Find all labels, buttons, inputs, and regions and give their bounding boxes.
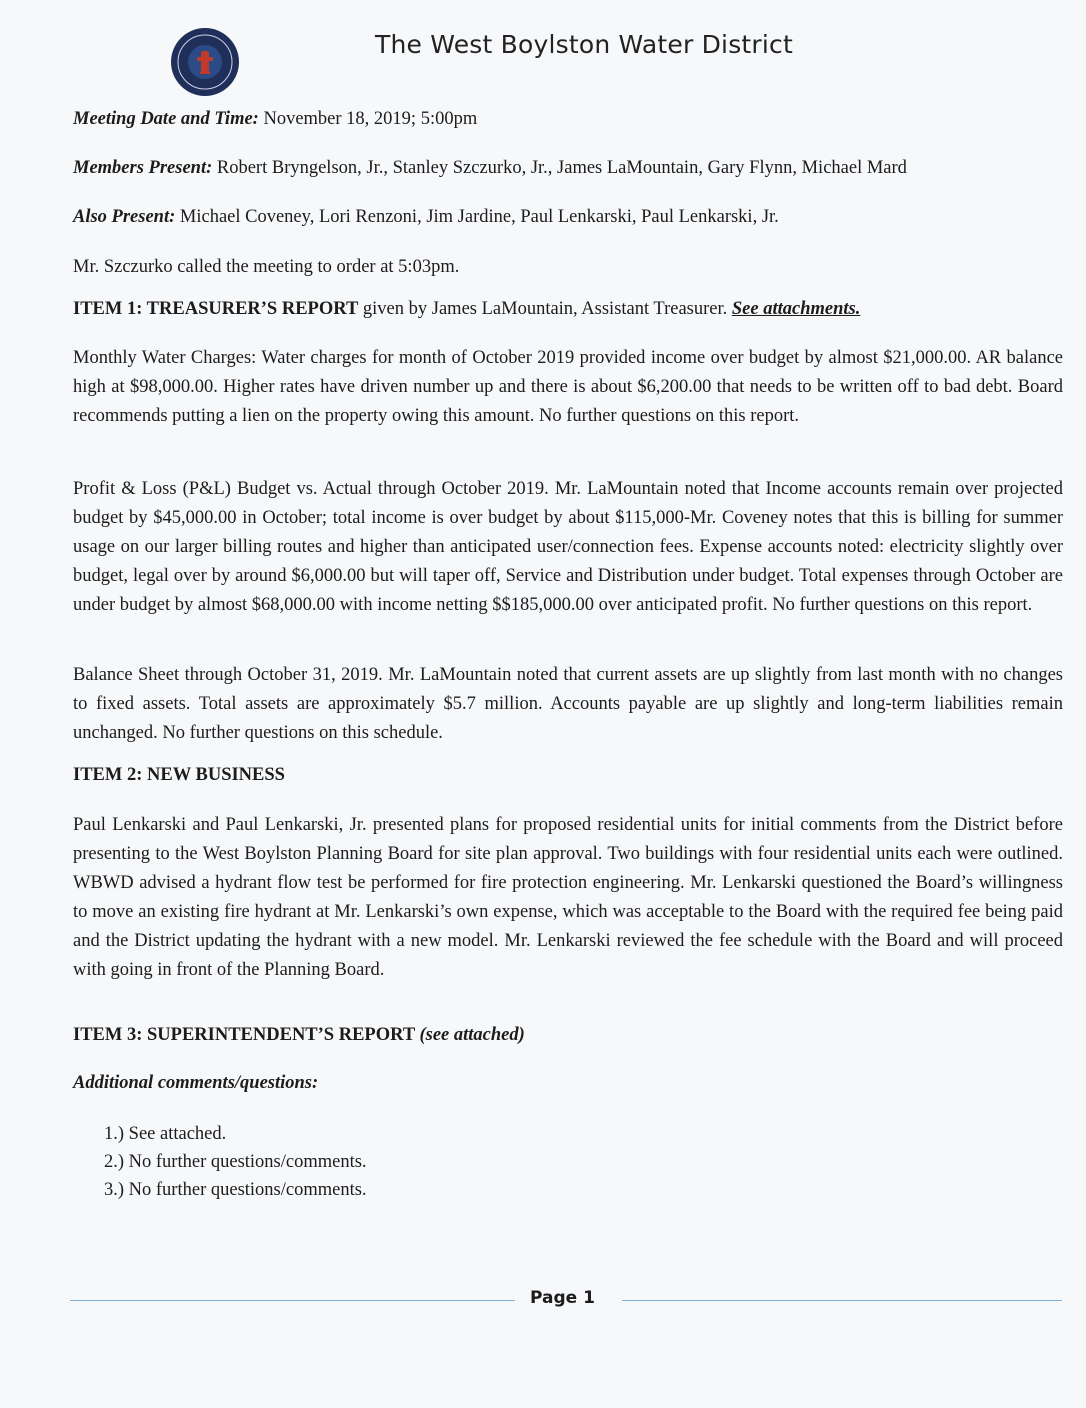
meeting-date-value: November 18, 2019; 5:00pm	[263, 109, 478, 129]
item3-heading-line	[73, 1025, 525, 1046]
call-to-order: Mr. Szczurko called the meeting to order at 5:03pm.	[73, 257, 460, 277]
item3-note: (see attached)	[419, 1025, 525, 1045]
members-present-line	[73, 154, 907, 182]
members-present-value: Robert Bryngelson, Jr., Stanley Szczurko, Jr., James LaMountain, Gary Flynn, Michael Mard	[216, 158, 907, 178]
item1-attachments-link[interactable]: See attachments.	[731, 299, 861, 319]
additional-comments-heading: Additional comments/questions:	[73, 1073, 319, 1093]
item1-heading: ITEM 1: TREASURER’S REPORT	[73, 299, 359, 319]
comments-list	[104, 1120, 367, 1204]
item1-paragraph-balance-sheet: Balance Sheet through October 31, 2019. Mr. LaMountain noted that current assets are up slightly from last month with no changes to fixed assets. Total assets are approximately $5.7 million. Accounts payable are up slightly and long-term liabilities remain unchanged. No further questions on this schedule.	[73, 665, 1063, 743]
item2-paragraph: Paul Lenkarski and Paul Lenkarski, Jr. presented plans for proposed residential units for initial comments from the District before presenting to the West Boylston Planning Board for site plan approval. Two buildings with four residential units each were outlined. WBWD advised a hydrant flow test be performed for fire protection engineering. Mr. Lenkarski questioned the Board’s willingness to move an existing fire hydrant at Mr. Lenkarski’s own expense, which was acceptable to the Board with the required fee being paid and the District updating the hydrant with a new model. Mr. Lenkarski reviewed the fee schedule with the Board and will proceed with going in front of the Planning Board.	[73, 815, 1063, 980]
item1-given-by: given by James LaMountain, Assistant Treasurer.	[358, 299, 732, 319]
footer-rule-right	[622, 1300, 1062, 1301]
item3-heading: ITEM 3: SUPERINTENDENT’S REPORT	[73, 1025, 415, 1045]
also-present-line	[73, 203, 779, 231]
item2-heading: ITEM 2: NEW BUSINESS	[73, 765, 285, 785]
list-item: 2.) No further questions/comments.	[104, 1152, 367, 1172]
meeting-date-line	[73, 105, 477, 133]
item1-paragraph-water-charges: Monthly Water Charges: Water charges for month of October 2019 provided income over budget by almost $21,000.00. AR balance high at $98,000.00. Higher rates have driven number up and there is about $6,200.00 that needs to be written off to bad debt. Board recommends putting a lien on the property owing this amount. No further questions on this report.	[73, 348, 1063, 426]
item1-paragraph-profit-loss: Profit & Loss (P&L) Budget vs. Actual through October 2019. Mr. LaMountain noted that Income accounts remain over projected budget by $45,000.00 in October; total income is over budget by about $115,000-Mr. Coveney notes that this is billing for summer usage on our larger billing routes and higher than anticipated user/connection fees. Expense accounts noted: electricity slightly over budget, legal over by around $6,000.00 but will taper off, Service and Distribution under budget. Total expenses through October are under budget by almost $68,000.00 with income netting $$185,000.00 over anticipated profit. No further questions on this report.	[73, 479, 1063, 615]
list-item: 1.) See attached.	[104, 1124, 227, 1144]
footer-rule-left	[70, 1300, 515, 1301]
page-number: Page 1	[530, 1288, 595, 1308]
item1-heading-line	[73, 299, 860, 320]
list-item: 3.) No further questions/comments.	[104, 1180, 367, 1200]
also-present-label: Also Present:	[73, 207, 176, 227]
also-present-value: Michael Coveney, Lori Renzoni, Jim Jardine, Paul Lenkarski, Paul Lenkarski, Jr.	[179, 207, 779, 227]
document-title: The West Boylston Water District	[375, 30, 793, 59]
water-district-seal-icon	[170, 27, 240, 97]
members-present-label: Members Present:	[73, 158, 213, 178]
meeting-date-label: Meeting Date and Time:	[73, 109, 259, 129]
